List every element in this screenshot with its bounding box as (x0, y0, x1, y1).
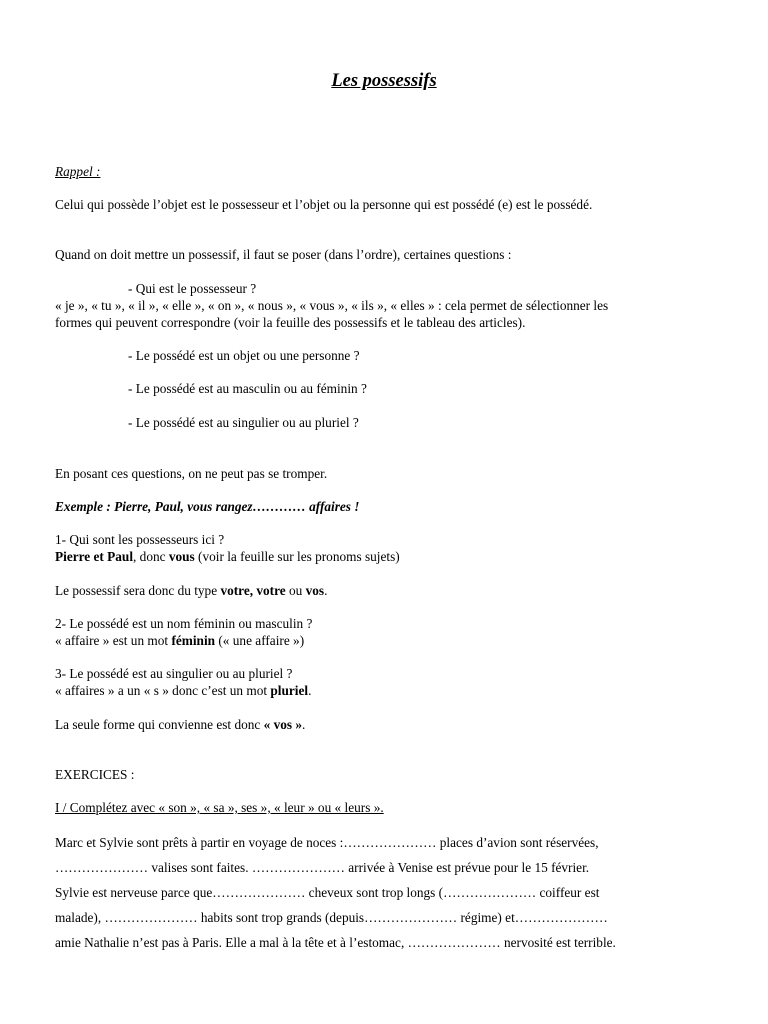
step-2-text-end: (« une affaire ») (215, 633, 305, 648)
page-title: Les possessifs (331, 71, 437, 91)
question-genre: - Le possédé est au masculin ou au féminin ? (128, 381, 367, 396)
questions-intro: Quand on doit mettre un possessif, il faut se poser (dans l’ordre), certaines questions : (55, 247, 512, 262)
conclusion-text: En posant ces questions, on ne peut pas se tromper. (55, 466, 328, 481)
possesseur-note-line-2: formes qui peuvent correspondre (voir la feuille des possessifs et le tableau des articles). (55, 315, 526, 330)
step-1-bold-pronoun: vous (168, 549, 195, 564)
step-3-answer (55, 683, 311, 699)
type-line-bold-2: vos (305, 583, 325, 598)
final-line-text-end: . (302, 717, 306, 732)
type-line-text-mid: ou (285, 583, 306, 598)
step-3-bold: pluriel (270, 683, 309, 698)
possesseur-note-line-1: « je », « tu », « il », « elle », « on », « nous », « vous », « ils », « elles » : cela permet de sélectionner les (55, 298, 609, 313)
exercise-line-3: Sylvie est nerveuse parce que………………… cheveux sont trop longs (………………… coiffeur est (55, 885, 600, 900)
step-1-text-end: (voir la feuille sur les pronoms sujets) (194, 549, 400, 564)
final-answer-line (55, 717, 305, 733)
possessive-type-line (55, 583, 327, 599)
question-possesseur: - Qui est le possesseur ? (128, 281, 257, 296)
type-line-bold-1: votre, votre (220, 583, 286, 598)
type-line-text: Le possessif sera donc du type (55, 583, 221, 598)
exercices-heading: EXERCICES : (55, 767, 135, 782)
step-1-bold-subject: Pierre et Paul (55, 549, 134, 564)
final-line-bold: « vos » (263, 717, 303, 732)
final-line-text: La seule forme qui convienne est donc (55, 717, 264, 732)
type-line-text-end: . (324, 583, 328, 598)
step-2-text: « affaire » est un mot (55, 633, 172, 648)
step-3-text-end: . (308, 683, 312, 698)
question-nombre: - Le possédé est au singulier ou au pluriel ? (128, 415, 359, 430)
step-1-answer (55, 549, 400, 565)
step-2-question: 2- Le possédé est un nom féminin ou masculin ? (55, 616, 313, 631)
step-3-question: 3- Le possédé est au singulier ou au pluriel ? (55, 666, 293, 681)
rappel-heading: Rappel : (55, 164, 101, 179)
rappel-definition: Celui qui possède l’objet est le possesseur et l’objet ou la personne qui est possédé (e) est le possédé. (55, 197, 593, 212)
example-sentence: Exemple : Pierre, Paul, vous rangez………… affaires ! (55, 499, 360, 514)
exercise-line-1: Marc et Sylvie sont prêts à partir en voyage de noces :………………… places d’avion sont réservées, (55, 835, 599, 850)
step-2-bold: féminin (171, 633, 216, 648)
step-2-answer (55, 633, 304, 649)
exercise-line-2: ………………… valises sont faites. ………………… arrivée à Venise est prévue pour le 15 février. (55, 860, 590, 875)
step-1-question: 1- Qui sont les possesseurs ici ? (55, 532, 225, 547)
exercise-line-4: malade), ………………… habits sont trop grands (depuis………………… régime) et………………… (55, 910, 608, 925)
question-objet-personne: - Le possédé est un objet ou une personne ? (128, 348, 360, 363)
exercise-line-5: amie Nathalie n’est pas à Paris. Elle a mal à la tête et à l’estomac, ………………… nervosité est terrible. (55, 935, 616, 950)
exercice-instruction: I / Complétez avec « son », « sa », ses », « leur » ou « leurs ». (55, 800, 384, 815)
step-3-text: « affaires » a un « s » donc c’est un mot (55, 683, 271, 698)
step-1-text: , donc (133, 549, 169, 564)
